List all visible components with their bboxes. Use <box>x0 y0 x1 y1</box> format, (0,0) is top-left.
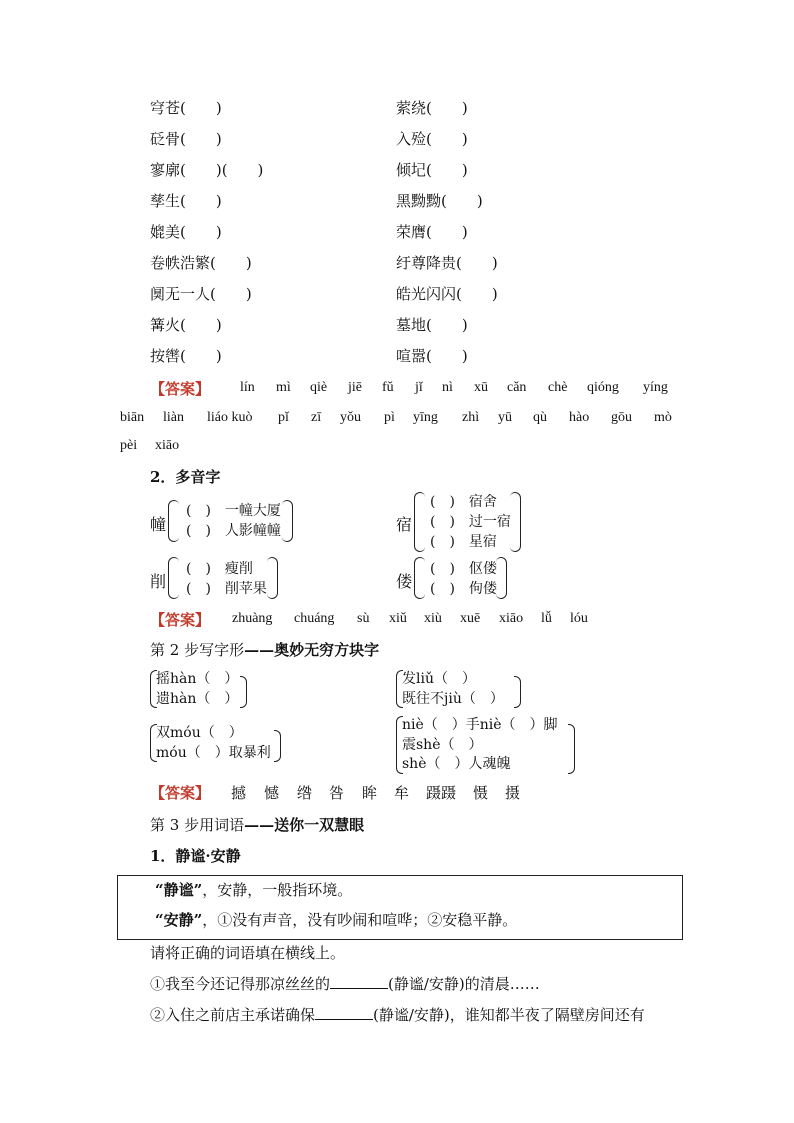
poly-char: 宿 <box>396 515 413 534</box>
vocab-item: 卷帙浩繁( ) <box>150 254 252 272</box>
step-title-main: 第 3 步用词语 <box>150 816 245 834</box>
pinyin: yīng <box>413 410 438 425</box>
pinyin: liàn <box>163 410 184 425</box>
pinyin: chuáng <box>294 611 335 626</box>
glyph-item: niè（ ）手niè（ ）脚 <box>402 717 558 733</box>
pinyin: cǎn <box>507 380 527 395</box>
definition-term: “静谧” <box>155 881 203 899</box>
vocab-item: 篝火( ) <box>150 316 222 334</box>
pinyin: qù <box>533 410 547 425</box>
pinyin: qiè <box>310 380 328 395</box>
glyph-item: 发liǔ（ ） <box>402 671 476 687</box>
pinyin: zhuàng <box>232 611 273 626</box>
pinyin: liáo kuò <box>207 410 253 425</box>
step-title-sub: ——送你一双慧眼 <box>244 816 365 834</box>
pinyin: nì <box>442 380 453 395</box>
vocab-item: 媲美( ) <box>150 223 222 241</box>
poly-char: 削 <box>150 572 167 591</box>
poly-item: ( ) 伛偻 <box>430 561 497 577</box>
pinyin: qióng <box>587 380 619 395</box>
poly-item: ( ) 削苹果 <box>186 581 267 597</box>
vocab-item: 寥廓( )( ) <box>150 161 264 179</box>
right-bracket <box>240 676 247 708</box>
step-title <box>150 639 379 660</box>
pinyin: yū <box>498 410 512 425</box>
definition-text: ，①没有声音，没有吵闹和喧哗；②安稳平静。 <box>202 911 518 929</box>
vocab-item: 倾圮( ) <box>396 161 468 179</box>
vocab-item: 按辔( ) <box>150 347 222 365</box>
vocab-item: 黑黝黝( ) <box>396 192 483 210</box>
vocab-item: 入殓( ) <box>396 130 468 148</box>
definition-line <box>155 879 352 900</box>
pinyin: zhì <box>462 410 480 425</box>
instruction-text: 请将正确的词语填在横线上。 <box>150 944 346 962</box>
section-title: 2．多音字 <box>150 468 221 486</box>
question-text: ②入住之前店主承诺确保 <box>150 1006 316 1024</box>
left-brace <box>414 557 425 599</box>
poly-char: 幢 <box>150 515 167 534</box>
pinyin: xiǔ <box>389 611 407 626</box>
answer-char: 绺 <box>297 784 313 802</box>
answer-char: 慑 <box>473 784 489 802</box>
pinyin: yǒu <box>340 410 361 425</box>
pinyin: gōu <box>611 410 632 425</box>
right-brace <box>496 557 507 599</box>
right-brace <box>510 492 521 552</box>
vocab-item: 孳生( ) <box>150 192 222 210</box>
fill-blank[interactable] <box>315 1005 373 1020</box>
vocab-item: 墓地( ) <box>396 316 468 334</box>
vocab-item: 纡尊降贵( ) <box>396 254 498 272</box>
glyph-item: 双móu（ ） <box>156 725 243 741</box>
pinyin: xuē <box>460 611 481 626</box>
pinyin: pì <box>384 410 395 425</box>
answer-char: 牟 <box>394 784 410 802</box>
answer-char: 撼 <box>231 784 247 802</box>
vocab-item: 皓光闪闪( ) <box>396 285 498 303</box>
answer-char: 憾 <box>264 784 280 802</box>
vocab-item: 荣膺( ) <box>396 223 468 241</box>
pinyin: xū <box>474 380 488 395</box>
glyph-item: 震shè（ ） <box>402 737 483 753</box>
poly-item: ( ) 过一宿 <box>430 514 511 530</box>
vocab-item: 穹苍( ) <box>150 99 222 117</box>
vocab-item: 喧嚣( ) <box>396 347 468 365</box>
pinyin: chè <box>548 380 568 395</box>
pinyin: lóu <box>570 611 588 626</box>
pinyin: mò <box>654 410 672 425</box>
answer-label: 【答案】 <box>150 380 211 398</box>
answer-label: 【答案】 <box>150 611 211 629</box>
question-text: (静谧/安静)的清晨…… <box>388 975 540 993</box>
pinyin: xiāo <box>155 438 180 453</box>
step-title <box>150 814 364 835</box>
answer-char: 咎 <box>329 784 345 802</box>
question-text: (静谧/安静)，谁知都半夜了隔壁房间还有 <box>373 1006 645 1024</box>
pinyin: jiē <box>348 380 362 395</box>
pinyin: sù <box>357 611 370 626</box>
right-brace <box>267 557 278 599</box>
vocab-item: 萦绕( ) <box>396 99 468 117</box>
pinyin: lín <box>240 380 255 395</box>
pinyin: xiāo <box>499 611 524 626</box>
right-bracket <box>514 676 521 708</box>
pinyin: pǐ <box>278 410 289 425</box>
pinyin: pèi <box>120 438 138 453</box>
question-1 <box>150 973 540 994</box>
left-brace <box>168 557 179 599</box>
pinyin: fǔ <box>382 380 394 395</box>
poly-item: ( ) 人影幢幢 <box>186 523 281 539</box>
vocab-item: 砭骨( ) <box>150 130 222 148</box>
fill-blank[interactable] <box>330 974 388 989</box>
pinyin: jǐ <box>415 380 423 395</box>
right-bracket <box>274 730 281 762</box>
answer-label: 【答案】 <box>150 784 211 802</box>
poly-item: ( ) 佝偻 <box>430 581 497 597</box>
pinyin: yíng <box>643 380 668 395</box>
pinyin: mì <box>276 380 291 395</box>
poly-item: ( ) 瘦削 <box>186 561 253 577</box>
glyph-item: 既往不jiù（ ） <box>402 691 504 707</box>
pinyin: lǚ <box>541 611 552 626</box>
step-title-main: 第 2 步写字形 <box>150 641 245 659</box>
poly-item: ( ) 星宿 <box>430 534 497 550</box>
answer-char: 眸 <box>362 784 378 802</box>
poly-item: ( ) 一幢大厦 <box>186 503 281 519</box>
pinyin: hào <box>569 410 590 425</box>
pinyin: xiù <box>424 611 442 626</box>
definition-term: “安静” <box>155 911 203 929</box>
right-bracket <box>568 724 575 774</box>
definition-line <box>155 909 517 930</box>
left-brace <box>414 492 425 552</box>
definition-text: ，安静，一般指环境。 <box>202 881 353 899</box>
right-brace <box>282 500 293 542</box>
question-text: ①我至今还记得那凉丝丝的 <box>150 975 331 993</box>
answer-char: 摄 <box>505 784 521 802</box>
left-brace <box>168 500 179 542</box>
vocab-item: 阒无一人( ) <box>150 285 252 303</box>
glyph-item: shè（ ）人魂魄 <box>402 756 511 772</box>
pinyin: zī <box>311 410 322 425</box>
pinyin: biān <box>120 410 145 425</box>
answer-char: 蹑蹑 <box>426 784 457 802</box>
question-2 <box>150 1004 645 1025</box>
glyph-item: 摇hàn（ ） <box>156 671 239 687</box>
poly-char: 偻 <box>396 572 413 591</box>
glyph-item: móu（ ）取暴利 <box>156 745 271 761</box>
word-pair-title: 1．静谧·安静 <box>150 847 241 865</box>
step-title-sub: ——奥妙无穷方块字 <box>244 641 380 659</box>
poly-item: ( ) 宿舍 <box>430 494 497 510</box>
glyph-item: 遗hàn（ ） <box>156 691 239 707</box>
